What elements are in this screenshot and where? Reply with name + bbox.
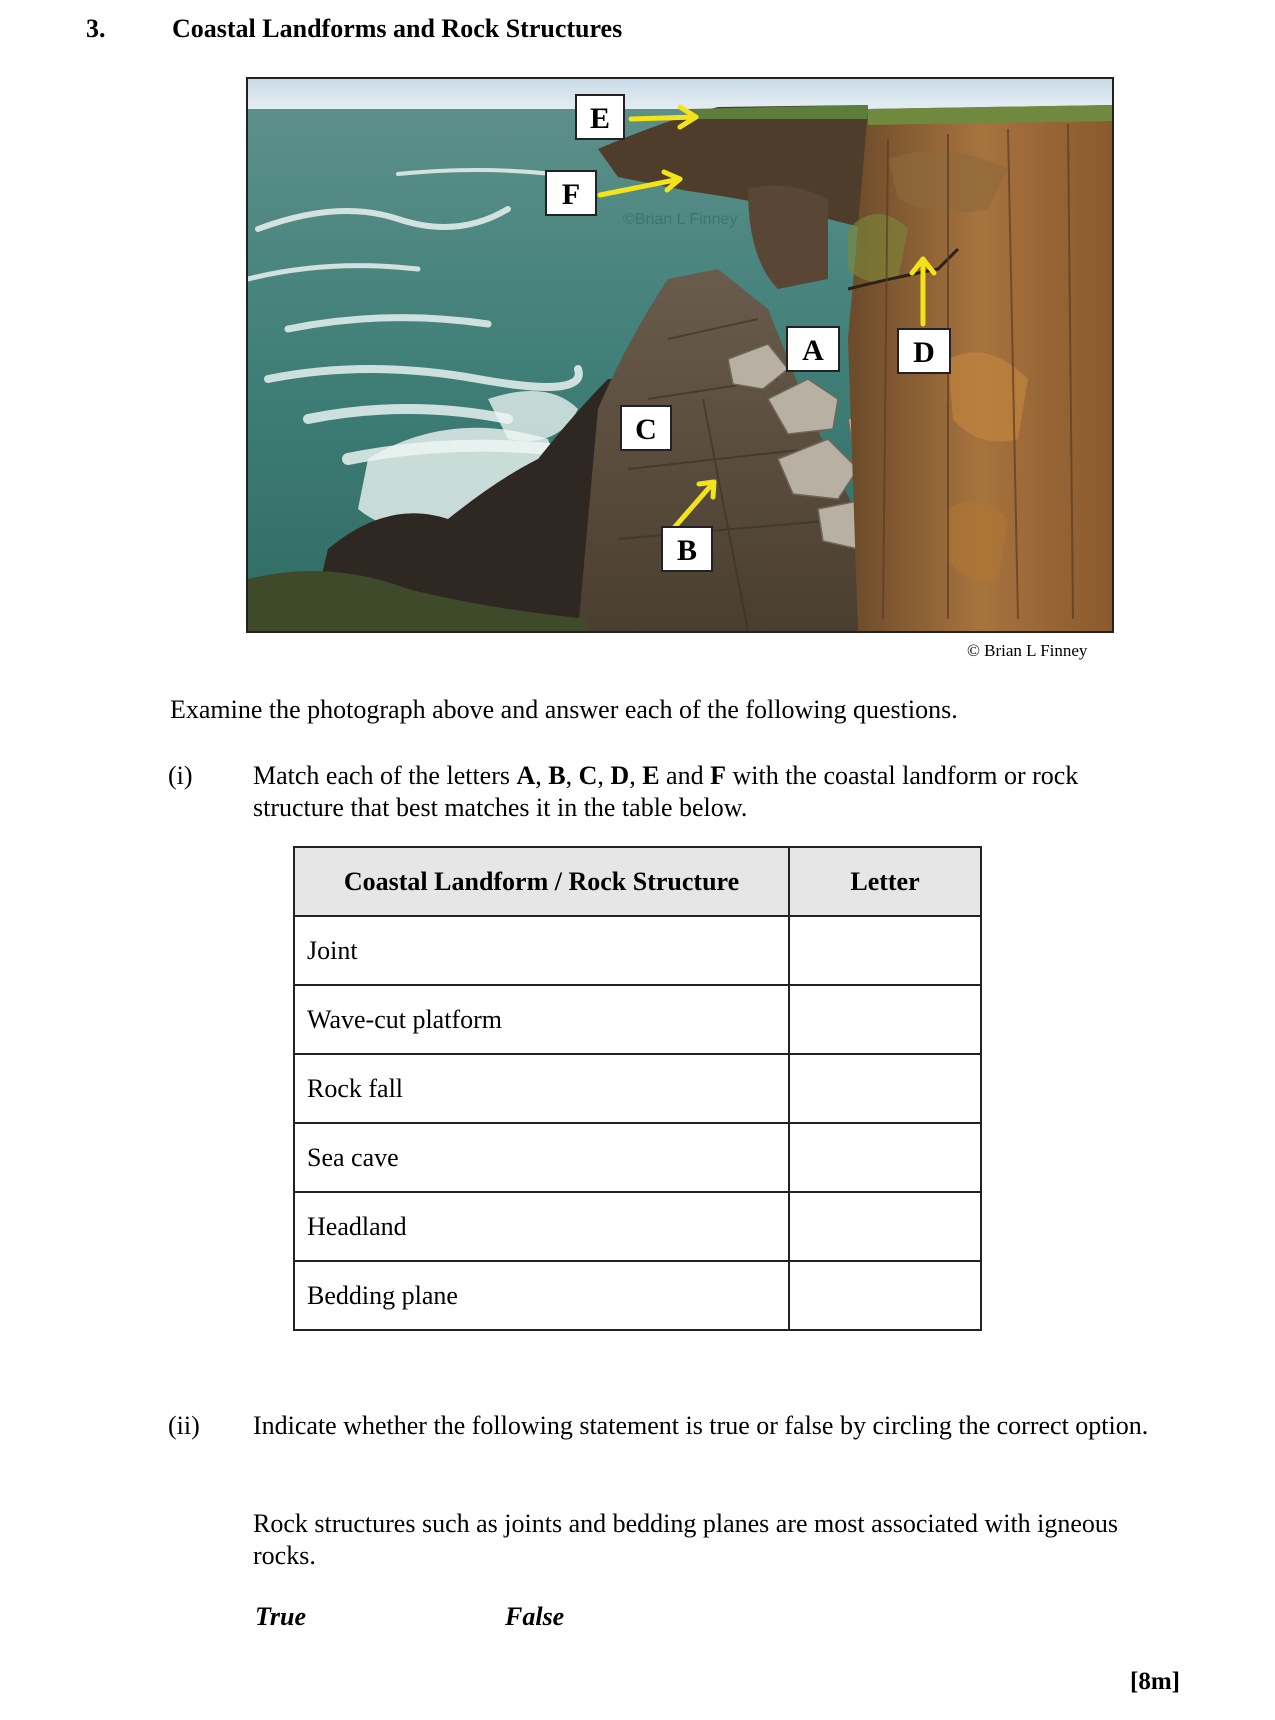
letter-answer-cell[interactable]	[789, 916, 981, 985]
label-box-C	[621, 406, 671, 450]
table-header-landform: Coastal Landform / Rock Structure	[294, 847, 789, 916]
question-title: Coastal Landforms and Rock Structures	[172, 14, 623, 43]
part-i-text: Match each of the letters A, B, C, D, E and F with the coastal landform or rock structure that best matches it in the table below.	[253, 761, 1079, 822]
photo-credit: © Brian L Finney	[967, 641, 1088, 660]
svg-text:B: B	[676, 534, 698, 567]
marks-total: [8m]	[1130, 1668, 1180, 1695]
letter-answer-cell[interactable]	[789, 1261, 981, 1330]
label-box-E	[576, 95, 624, 139]
coastal-photograph	[246, 77, 1114, 633]
option-true[interactable]: True	[255, 1602, 307, 1631]
row-item-bedding-plane: Bedding plane	[294, 1261, 789, 1330]
row-item-wave-cut-platform: Wave-cut platform	[294, 985, 789, 1054]
letter-answer-cell[interactable]	[789, 985, 981, 1054]
part-i-label: (i)	[168, 761, 193, 790]
letter-E: E	[642, 761, 660, 790]
letter-answer-cell[interactable]	[789, 1054, 981, 1123]
svg-text:D: D	[913, 336, 935, 369]
table-row	[294, 916, 981, 985]
label-box-B	[662, 527, 712, 571]
table-row	[294, 1123, 981, 1192]
statement-text: Rock structures such as joints and bedding planes are most associated with igneous rocks.	[253, 1509, 1119, 1570]
letter-F: F	[710, 761, 726, 790]
label-box-D	[898, 329, 950, 373]
letter-A: A	[516, 761, 536, 790]
table-header-letter: Letter	[789, 847, 981, 916]
letter-C: C	[578, 761, 598, 790]
letter-answer-cell[interactable]	[789, 1192, 981, 1261]
table-row	[294, 1192, 981, 1261]
svg-text:E: E	[589, 102, 611, 135]
part-ii-text: Indicate whether the following statement is true or false by circling the correct option.	[253, 1411, 1149, 1440]
row-item-rock-fall: Rock fall	[294, 1054, 789, 1123]
option-false[interactable]: False	[505, 1602, 565, 1631]
svg-text:A: A	[802, 334, 824, 367]
table-row	[294, 1054, 981, 1123]
table-row	[294, 985, 981, 1054]
row-item-headland: Headland	[294, 1192, 789, 1261]
part-ii-label: (ii)	[168, 1411, 200, 1440]
letter-B: B	[548, 761, 566, 790]
letter-D: D	[610, 761, 630, 790]
table-row	[294, 1261, 981, 1330]
photo-watermark: ©Brian L Finney	[623, 211, 738, 228]
label-box-F	[546, 171, 596, 215]
svg-text:C: C	[635, 413, 657, 446]
row-item-joint: Joint	[294, 916, 789, 985]
instructions: Examine the photograph above and answer each of the following questions.	[170, 695, 958, 724]
label-box-A	[787, 327, 839, 371]
matching-table	[293, 846, 982, 1331]
letter-answer-cell[interactable]	[789, 1123, 981, 1192]
svg-text:F: F	[561, 178, 581, 211]
question-number: 3.	[86, 14, 106, 43]
row-item-sea-cave: Sea cave	[294, 1123, 789, 1192]
